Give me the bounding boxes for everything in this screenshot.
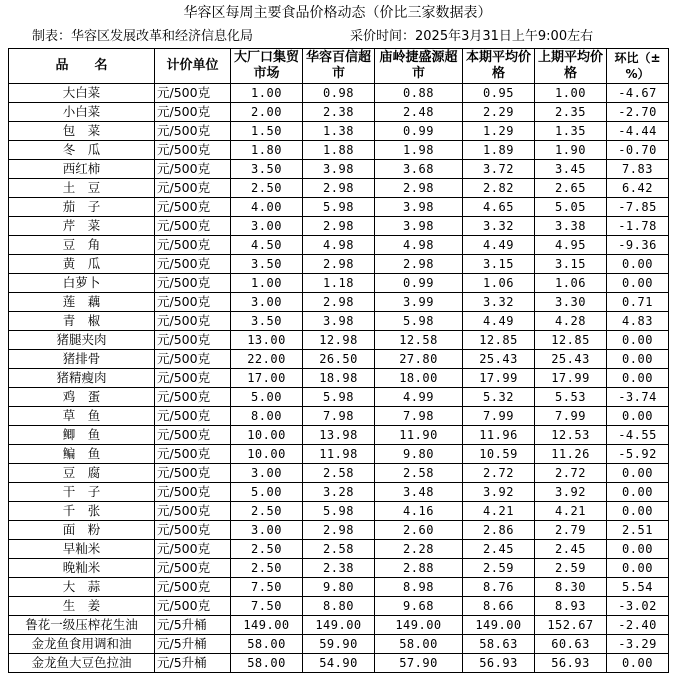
item-unit: 元/500克 xyxy=(155,255,231,274)
collection-time: 采价时间：2025年3月31日上午9:00左右 xyxy=(350,29,594,44)
price-market-3: 0.88 xyxy=(375,84,463,103)
price-market-1: 58.00 xyxy=(231,654,303,673)
price-change: -9.36 xyxy=(607,236,669,255)
price-change: 0.00 xyxy=(607,559,669,578)
table-row xyxy=(9,141,669,160)
price-market-3: 3.48 xyxy=(375,483,463,502)
item-unit: 元/500克 xyxy=(155,350,231,369)
item-unit: 元/500克 xyxy=(155,179,231,198)
item-name: 莲 藕 xyxy=(9,293,155,312)
price-market-3: 11.90 xyxy=(375,426,463,445)
item-unit: 元/500克 xyxy=(155,293,231,312)
price-market-2: 7.98 xyxy=(303,407,375,426)
item-unit: 元/500克 xyxy=(155,559,231,578)
price-market-1: 149.00 xyxy=(231,616,303,635)
table-row xyxy=(9,236,669,255)
price-change: -3.29 xyxy=(607,635,669,654)
item-name: 茄 子 xyxy=(9,198,155,217)
price-change: 0.00 xyxy=(607,350,669,369)
price-market-1: 2.50 xyxy=(231,179,303,198)
price-market-1: 3.50 xyxy=(231,312,303,331)
item-name: 鲫 鱼 xyxy=(9,426,155,445)
price-market-3: 2.58 xyxy=(375,464,463,483)
item-unit: 元/500克 xyxy=(155,597,231,616)
price-market-3: 149.00 xyxy=(375,616,463,635)
table-row xyxy=(9,502,669,521)
price-current-avg: 17.99 xyxy=(463,369,535,388)
price-table xyxy=(8,48,669,673)
price-market-2: 1.88 xyxy=(303,141,375,160)
price-market-3: 4.98 xyxy=(375,236,463,255)
price-change: -3.74 xyxy=(607,388,669,407)
price-previous-avg: 5.05 xyxy=(535,198,607,217)
price-market-2: 4.98 xyxy=(303,236,375,255)
price-market-1: 22.00 xyxy=(231,350,303,369)
price-change: 0.00 xyxy=(607,369,669,388)
price-change: -7.85 xyxy=(607,198,669,217)
price-market-1: 58.00 xyxy=(231,635,303,654)
price-market-1: 7.50 xyxy=(231,578,303,597)
price-market-1: 2.50 xyxy=(231,559,303,578)
table-row xyxy=(9,103,669,122)
price-current-avg: 2.82 xyxy=(463,179,535,198)
item-unit: 元/500克 xyxy=(155,578,231,597)
item-name: 鳊 鱼 xyxy=(9,445,155,464)
price-current-avg: 4.49 xyxy=(463,236,535,255)
price-market-1: 2.50 xyxy=(231,540,303,559)
price-market-1: 3.50 xyxy=(231,255,303,274)
item-unit: 元/500克 xyxy=(155,407,231,426)
price-current-avg: 7.99 xyxy=(463,407,535,426)
table-row xyxy=(9,483,669,502)
price-previous-avg: 1.06 xyxy=(535,274,607,293)
price-previous-avg: 2.72 xyxy=(535,464,607,483)
price-current-avg: 56.93 xyxy=(463,654,535,673)
price-change: -2.70 xyxy=(607,103,669,122)
table-row xyxy=(9,198,669,217)
price-current-avg: 3.32 xyxy=(463,293,535,312)
price-market-3: 9.80 xyxy=(375,445,463,464)
item-unit: 元/500克 xyxy=(155,388,231,407)
price-market-2: 5.98 xyxy=(303,198,375,217)
item-unit: 元/5升桶 xyxy=(155,635,231,654)
item-unit: 元/500克 xyxy=(155,483,231,502)
item-name: 鸡 蛋 xyxy=(9,388,155,407)
price-market-1: 3.00 xyxy=(231,217,303,236)
item-name: 草 鱼 xyxy=(9,407,155,426)
price-previous-avg: 7.99 xyxy=(535,407,607,426)
table-row xyxy=(9,597,669,616)
price-current-avg: 2.86 xyxy=(463,521,535,540)
price-market-1: 4.50 xyxy=(231,236,303,255)
item-name: 豆 角 xyxy=(9,236,155,255)
item-name: 芹 菜 xyxy=(9,217,155,236)
table-row xyxy=(9,122,669,141)
item-name: 早籼米 xyxy=(9,540,155,559)
price-change: -1.78 xyxy=(607,217,669,236)
price-market-2: 5.98 xyxy=(303,388,375,407)
price-current-avg: 25.43 xyxy=(463,350,535,369)
price-previous-avg: 2.65 xyxy=(535,179,607,198)
table-row xyxy=(9,331,669,350)
item-name: 鲁花一级压榨花生油 xyxy=(9,616,155,635)
price-change: 0.00 xyxy=(607,331,669,350)
table-row xyxy=(9,350,669,369)
price-market-2: 26.50 xyxy=(303,350,375,369)
header-previous-avg: 上期平均价格 xyxy=(535,49,607,84)
price-current-avg: 1.06 xyxy=(463,274,535,293)
price-market-3: 57.90 xyxy=(375,654,463,673)
price-market-1: 2.50 xyxy=(231,502,303,521)
price-market-3: 5.98 xyxy=(375,312,463,331)
table-row xyxy=(9,312,669,331)
price-current-avg: 10.59 xyxy=(463,445,535,464)
price-change: -4.55 xyxy=(607,426,669,445)
price-market-3: 1.98 xyxy=(375,141,463,160)
price-current-avg: 2.59 xyxy=(463,559,535,578)
item-unit: 元/500克 xyxy=(155,464,231,483)
price-previous-avg: 56.93 xyxy=(535,654,607,673)
price-market-1: 5.00 xyxy=(231,388,303,407)
header-market-2: 华容百信超市 xyxy=(303,49,375,84)
item-name: 小白菜 xyxy=(9,103,155,122)
item-name: 猪精瘦肉 xyxy=(9,369,155,388)
item-unit: 元/500克 xyxy=(155,274,231,293)
price-current-avg: 58.63 xyxy=(463,635,535,654)
price-market-1: 8.00 xyxy=(231,407,303,426)
price-change: 0.00 xyxy=(607,255,669,274)
price-current-avg: 0.95 xyxy=(463,84,535,103)
price-previous-avg: 11.26 xyxy=(535,445,607,464)
price-current-avg: 2.29 xyxy=(463,103,535,122)
item-name: 西红柿 xyxy=(9,160,155,179)
price-previous-avg: 8.93 xyxy=(535,597,607,616)
price-previous-avg: 8.30 xyxy=(535,578,607,597)
item-name: 包 菜 xyxy=(9,122,155,141)
price-market-2: 0.98 xyxy=(303,84,375,103)
price-market-3: 0.99 xyxy=(375,274,463,293)
price-previous-avg: 12.53 xyxy=(535,426,607,445)
table-row xyxy=(9,540,669,559)
maker-label: 制表：华容区发展改革和经济信息化局 xyxy=(32,29,254,44)
header-change: 环比（±%） xyxy=(607,49,669,84)
item-unit: 元/500克 xyxy=(155,521,231,540)
header-unit: 计价单位 xyxy=(155,49,231,84)
item-name: 干 子 xyxy=(9,483,155,502)
item-name: 千 张 xyxy=(9,502,155,521)
item-unit: 元/500克 xyxy=(155,198,231,217)
price-previous-avg: 3.92 xyxy=(535,483,607,502)
price-change: 0.00 xyxy=(607,540,669,559)
price-market-3: 3.68 xyxy=(375,160,463,179)
table-row xyxy=(9,388,669,407)
price-change: 4.83 xyxy=(607,312,669,331)
price-change: 0.00 xyxy=(607,654,669,673)
price-market-1: 3.50 xyxy=(231,160,303,179)
price-market-2: 3.28 xyxy=(303,483,375,502)
price-market-2: 2.98 xyxy=(303,217,375,236)
item-name: 大 蒜 xyxy=(9,578,155,597)
price-market-3: 2.98 xyxy=(375,255,463,274)
price-market-3: 58.00 xyxy=(375,635,463,654)
price-current-avg: 2.45 xyxy=(463,540,535,559)
table-row xyxy=(9,293,669,312)
price-market-2: 5.98 xyxy=(303,502,375,521)
price-market-3: 2.88 xyxy=(375,559,463,578)
price-market-3: 4.99 xyxy=(375,388,463,407)
price-previous-avg: 2.79 xyxy=(535,521,607,540)
item-name: 猪排骨 xyxy=(9,350,155,369)
header-name: 品 名 xyxy=(9,49,155,84)
price-market-3: 27.80 xyxy=(375,350,463,369)
item-unit: 元/500克 xyxy=(155,445,231,464)
price-previous-avg: 3.38 xyxy=(535,217,607,236)
price-previous-avg: 60.63 xyxy=(535,635,607,654)
price-market-2: 54.90 xyxy=(303,654,375,673)
price-market-2: 9.80 xyxy=(303,578,375,597)
price-market-1: 5.00 xyxy=(231,483,303,502)
table-row xyxy=(9,179,669,198)
price-market-1: 3.00 xyxy=(231,464,303,483)
item-name: 豆 腐 xyxy=(9,464,155,483)
price-market-1: 17.00 xyxy=(231,369,303,388)
header-market-1: 大厂口集贸市场 xyxy=(231,49,303,84)
header-row xyxy=(9,49,669,84)
price-previous-avg: 152.67 xyxy=(535,616,607,635)
table-row xyxy=(9,654,669,673)
price-current-avg: 4.21 xyxy=(463,502,535,521)
price-change: 0.00 xyxy=(607,464,669,483)
price-market-2: 13.98 xyxy=(303,426,375,445)
price-change: 7.83 xyxy=(607,160,669,179)
item-name: 金龙鱼食用调和油 xyxy=(9,635,155,654)
price-change: -2.40 xyxy=(607,616,669,635)
price-previous-avg: 1.00 xyxy=(535,84,607,103)
price-market-3: 2.60 xyxy=(375,521,463,540)
item-unit: 元/5升桶 xyxy=(155,654,231,673)
item-name: 生 姜 xyxy=(9,597,155,616)
price-market-2: 59.90 xyxy=(303,635,375,654)
table-row xyxy=(9,445,669,464)
price-market-2: 2.98 xyxy=(303,179,375,198)
price-market-3: 12.58 xyxy=(375,331,463,350)
item-unit: 元/500克 xyxy=(155,103,231,122)
price-change: -0.70 xyxy=(607,141,669,160)
price-change: -4.44 xyxy=(607,122,669,141)
price-market-3: 18.00 xyxy=(375,369,463,388)
price-current-avg: 1.89 xyxy=(463,141,535,160)
price-previous-avg: 2.35 xyxy=(535,103,607,122)
price-market-2: 2.38 xyxy=(303,103,375,122)
price-market-3: 3.98 xyxy=(375,198,463,217)
price-market-3: 8.98 xyxy=(375,578,463,597)
header-market-3: 庙岭捷盛源超市 xyxy=(375,49,463,84)
price-change: 5.54 xyxy=(607,578,669,597)
table-row xyxy=(9,559,669,578)
price-previous-avg: 25.43 xyxy=(535,350,607,369)
item-name: 白萝卜 xyxy=(9,274,155,293)
price-current-avg: 12.85 xyxy=(463,331,535,350)
price-market-3: 7.98 xyxy=(375,407,463,426)
item-unit: 元/500克 xyxy=(155,502,231,521)
price-change: 2.51 xyxy=(607,521,669,540)
item-name: 大白菜 xyxy=(9,84,155,103)
item-unit: 元/500克 xyxy=(155,369,231,388)
table-row xyxy=(9,521,669,540)
price-previous-avg: 3.30 xyxy=(535,293,607,312)
price-current-avg: 3.15 xyxy=(463,255,535,274)
price-current-avg: 3.92 xyxy=(463,483,535,502)
price-market-2: 2.58 xyxy=(303,464,375,483)
price-change: 0.00 xyxy=(607,502,669,521)
price-current-avg: 8.66 xyxy=(463,597,535,616)
item-name: 晚籼米 xyxy=(9,559,155,578)
price-market-2: 12.98 xyxy=(303,331,375,350)
price-change: 0.00 xyxy=(607,407,669,426)
price-market-2: 2.58 xyxy=(303,540,375,559)
price-market-2: 18.98 xyxy=(303,369,375,388)
price-market-3: 3.99 xyxy=(375,293,463,312)
price-previous-avg: 5.53 xyxy=(535,388,607,407)
item-unit: 元/500克 xyxy=(155,160,231,179)
price-current-avg: 11.96 xyxy=(463,426,535,445)
sheet-subtitle xyxy=(0,26,675,48)
table-row xyxy=(9,426,669,445)
price-market-2: 1.18 xyxy=(303,274,375,293)
price-market-1: 1.00 xyxy=(231,84,303,103)
price-market-1: 1.50 xyxy=(231,122,303,141)
price-market-1: 7.50 xyxy=(231,597,303,616)
price-market-2: 1.38 xyxy=(303,122,375,141)
price-current-avg: 3.32 xyxy=(463,217,535,236)
price-current-avg: 8.76 xyxy=(463,578,535,597)
item-unit: 元/500克 xyxy=(155,217,231,236)
price-current-avg: 2.72 xyxy=(463,464,535,483)
item-name: 土 豆 xyxy=(9,179,155,198)
table-row xyxy=(9,160,669,179)
price-previous-avg: 2.45 xyxy=(535,540,607,559)
item-name: 金龙鱼大豆色拉油 xyxy=(9,654,155,673)
item-name: 猪腿夹肉 xyxy=(9,331,155,350)
item-unit: 元/500克 xyxy=(155,540,231,559)
price-current-avg: 3.72 xyxy=(463,160,535,179)
table-row xyxy=(9,84,669,103)
price-market-3: 2.48 xyxy=(375,103,463,122)
item-name: 面 粉 xyxy=(9,521,155,540)
price-market-2: 149.00 xyxy=(303,616,375,635)
table-row xyxy=(9,217,669,236)
item-unit: 元/500克 xyxy=(155,331,231,350)
sheet-title: 华容区每周主要食品价格动态（价比三家数据表） xyxy=(183,5,492,21)
item-unit: 元/5升桶 xyxy=(155,616,231,635)
price-market-1: 1.80 xyxy=(231,141,303,160)
price-market-1: 4.00 xyxy=(231,198,303,217)
price-market-3: 2.98 xyxy=(375,179,463,198)
price-current-avg: 1.29 xyxy=(463,122,535,141)
price-market-1: 10.00 xyxy=(231,426,303,445)
item-unit: 元/500克 xyxy=(155,236,231,255)
price-previous-avg: 1.35 xyxy=(535,122,607,141)
item-unit: 元/500克 xyxy=(155,122,231,141)
price-change: 6.42 xyxy=(607,179,669,198)
table-row xyxy=(9,369,669,388)
price-previous-avg: 4.21 xyxy=(535,502,607,521)
table-row xyxy=(9,407,669,426)
price-market-2: 3.98 xyxy=(303,160,375,179)
item-unit: 元/500克 xyxy=(155,312,231,331)
item-name: 青 椒 xyxy=(9,312,155,331)
price-market-3: 4.16 xyxy=(375,502,463,521)
price-change: 0.00 xyxy=(607,274,669,293)
table-row xyxy=(9,578,669,597)
price-market-1: 3.00 xyxy=(231,521,303,540)
price-previous-avg: 3.45 xyxy=(535,160,607,179)
price-previous-avg: 1.90 xyxy=(535,141,607,160)
price-market-1: 2.00 xyxy=(231,103,303,122)
price-market-2: 3.98 xyxy=(303,312,375,331)
table-row xyxy=(9,274,669,293)
price-market-1: 1.00 xyxy=(231,274,303,293)
price-market-1: 10.00 xyxy=(231,445,303,464)
table-row xyxy=(9,616,669,635)
price-market-2: 2.38 xyxy=(303,559,375,578)
item-name: 黄 瓜 xyxy=(9,255,155,274)
price-previous-avg: 4.95 xyxy=(535,236,607,255)
price-market-2: 11.98 xyxy=(303,445,375,464)
price-change: -4.67 xyxy=(607,84,669,103)
table-row xyxy=(9,635,669,654)
price-market-2: 8.80 xyxy=(303,597,375,616)
item-name: 冬 瓜 xyxy=(9,141,155,160)
table-row xyxy=(9,255,669,274)
price-current-avg: 4.65 xyxy=(463,198,535,217)
price-market-2: 2.98 xyxy=(303,293,375,312)
table-row xyxy=(9,464,669,483)
price-change: -3.02 xyxy=(607,597,669,616)
price-previous-avg: 12.85 xyxy=(535,331,607,350)
price-market-1: 13.00 xyxy=(231,331,303,350)
price-current-avg: 149.00 xyxy=(463,616,535,635)
price-current-avg: 4.49 xyxy=(463,312,535,331)
price-previous-avg: 17.99 xyxy=(535,369,607,388)
price-change: 0.00 xyxy=(607,483,669,502)
price-previous-avg: 4.28 xyxy=(535,312,607,331)
price-market-3: 2.28 xyxy=(375,540,463,559)
item-unit: 元/500克 xyxy=(155,84,231,103)
price-market-2: 2.98 xyxy=(303,255,375,274)
item-unit: 元/500克 xyxy=(155,141,231,160)
price-market-3: 0.99 xyxy=(375,122,463,141)
header-current-avg: 本期平均价格 xyxy=(463,49,535,84)
price-previous-avg: 3.15 xyxy=(535,255,607,274)
price-market-3: 3.98 xyxy=(375,217,463,236)
item-unit: 元/500克 xyxy=(155,426,231,445)
price-market-2: 2.98 xyxy=(303,521,375,540)
price-change: -5.92 xyxy=(607,445,669,464)
price-market-1: 3.00 xyxy=(231,293,303,312)
price-current-avg: 5.32 xyxy=(463,388,535,407)
price-previous-avg: 2.59 xyxy=(535,559,607,578)
price-change: 0.71 xyxy=(607,293,669,312)
price-market-3: 9.68 xyxy=(375,597,463,616)
